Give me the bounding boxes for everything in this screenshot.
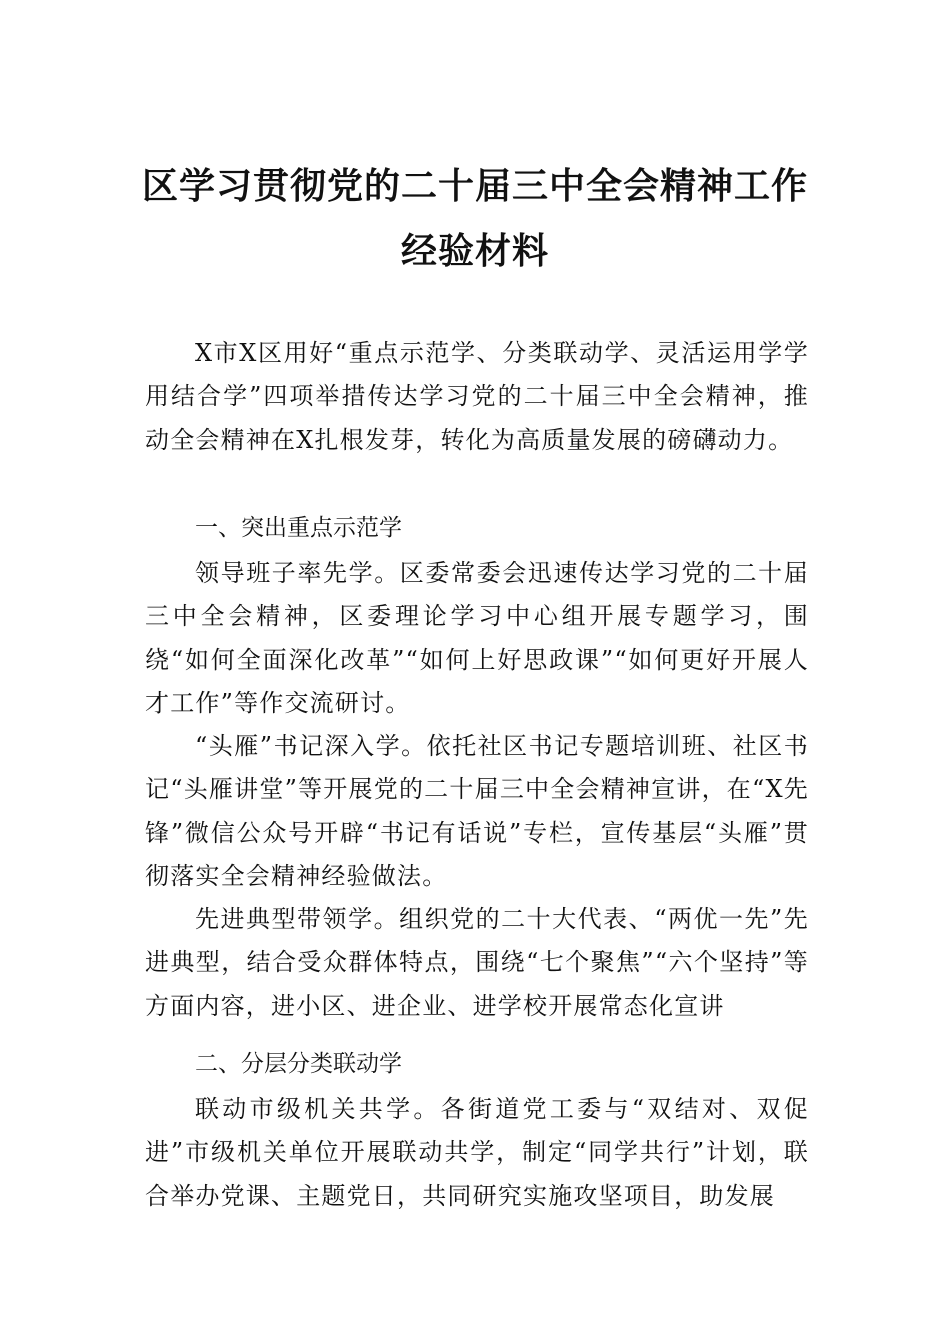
section-1-paragraph-2: “头雁”书记深入学。依托社区书记专题培训班、社区书记“头雁讲堂”等开展党的二十届三中全会精神宣讲，在“X先锋”微信公众号开辟“书记有话说”专栏，宣传基层“头雁”贯彻落实全会精神经验做法。: [145, 732, 809, 890]
section-1-heading: 一、突出重点示范学: [195, 515, 402, 541]
document-title-line-1: 区学习贯彻党的二十届三中全会精神工作: [141, 165, 808, 207]
section-2-paragraph-1: 联动市级机关共学。各街道党工委与“双结对、双促进”市级机关单位开展联动共学，制定“同学共行”计划，联合举办党课、主题党日，共同研究实施攻坚项目，助发展: [145, 1095, 809, 1210]
section-2-heading: 二、分层分类联动学: [195, 1051, 402, 1077]
section-1-paragraph-1: 领导班子率先学。区委常委会迅速传达学习党的二十届三中全会精神，区委理论学习中心组开展专题学习，围绕“如何全面深化改革”“如何上好思政课”“如何更好开展人才工作”等作交流研讨。: [145, 559, 809, 717]
document-title-line-2: 经验材料: [400, 230, 549, 272]
section-1-paragraph-3: 先进典型带领学。组织党的二十大代表、“两优一先”先进典型，结合受众群体特点，围绕“七个聚焦”“六个坚持”等方面内容，进小区、进企业、进学校开展常态化宣讲: [145, 905, 809, 1020]
intro-paragraph: X市X区用好“重点示范学、分类联动学、灵活运用学学用结合学”四项举措传达学习党的二十届三中全会精神，推动全会精神在X扎根发芽，转化为高质量发展的磅礴动力。: [145, 339, 809, 454]
